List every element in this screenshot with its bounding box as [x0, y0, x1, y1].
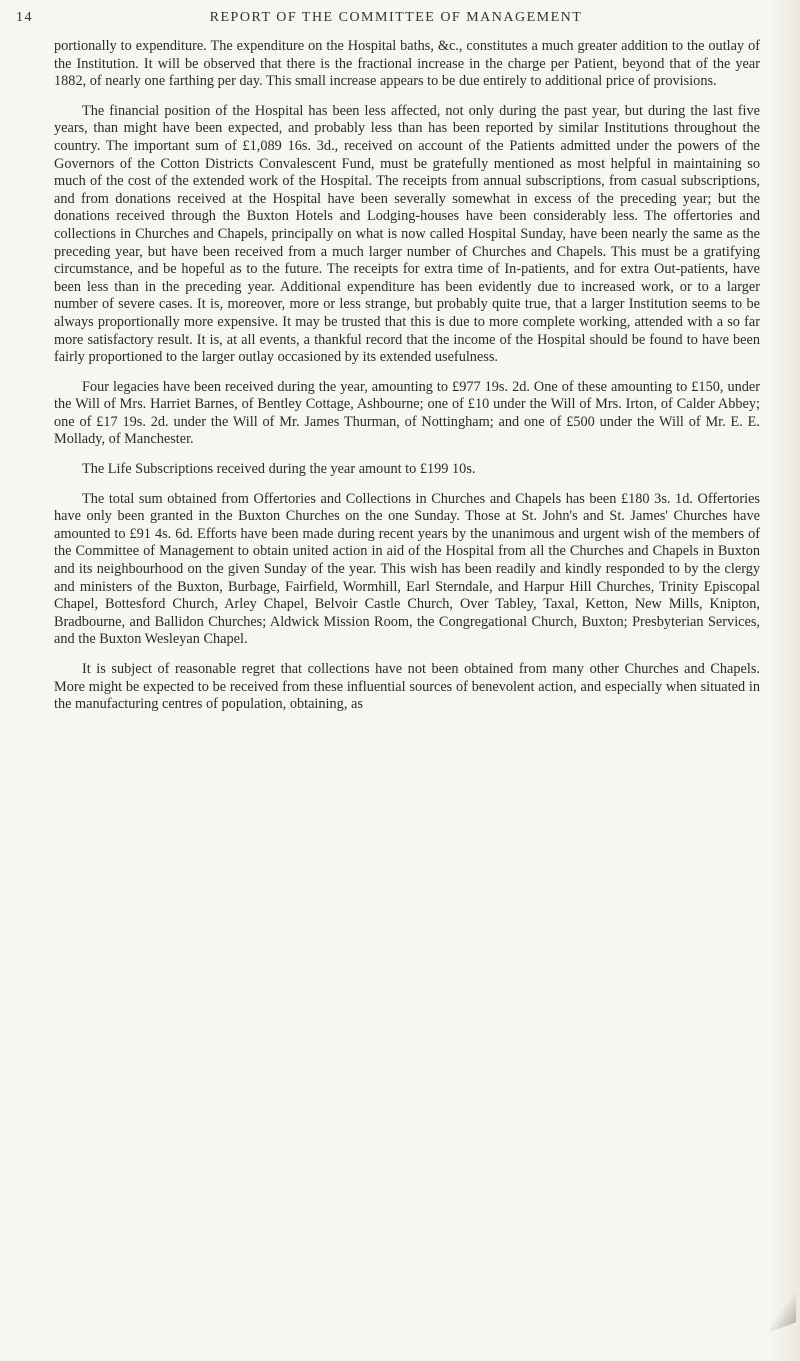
paragraph-continuation: portionally to expenditure. The expenditure on the Hospital baths, &c., constitutes a much greater addition to the outlay of the Institution. It will be observed that there is the fractional increase in the charge per Patient, beyond that of the year 1882, of nearly one farthing per day. This small increase appears to be due entirely to additional price of provisions. [54, 38, 760, 90]
paragraph-legacies: Four legacies have been received during the year, amounting to £977 19s. 2d. One of these amounting to £150, under the Will of Mrs. Harriet Barnes, of Bentley Cottage, Ashbourne; one of £10 under the Will of Mrs. Irton, of Calder Abbey; one of £17 19s. 2d. under the Will of Mr. James Thurman, of Nottingham; and one of £500 under the Will of Mr. E. E. Mollady, of Manchester. [54, 378, 760, 448]
paragraph-financial-position: The financial position of the Hospital has been less affected, not only during the past year, but during the last five years, than might have been expected, and probably less than has been reported by similar Institutions throughout the country. The important sum of £1,089 16s. 3d., received on account of the Patients admitted under the powers of the Governors of the Cotton Districts Convalescent Fund, must be gratefully mentioned as most helpful in maintaining so much of the cost of the extended work of the Hospital. The receipts from annual subscriptions, from casual subscriptions, and from donations received at the Hospital have been severally somewhat in excess of the preceding year; but the donations received through the Buxton Hotels and Lodging-houses have been considerably less. The offertories and collections in Churches and Chapels, principally on what is now called Hospital Sunday, have been nearly the same as the preceding year, but have been received from a much larger number of Churches and Chapels. This must be a gratifying circumstance, and be hopeful as to the future. The receipts for extra time of In-patients, and for extra Out-patients, have been less than in the preceding year. Additional expenditure has been evidently due to increased work, or to a larger number of severe cases. It is, moreover, more or less strange, but probably quite true, that a larger Institution seems to be always proportionally more expensive. It may be trusted that this is due to more complete working, attended with a so far more satisfactory result. It is, at all events, a thankful record that the income of the Hospital should be found to have been fairly proportioned to the larger outlay occasioned by its extended usefulness. [54, 102, 760, 366]
body-text [54, 38, 760, 726]
running-title: REPORT OF THE COMMITTEE OF MANAGEMENT [209, 10, 583, 25]
paragraph-collections-regret: It is subject of reasonable regret that collections have not been obtained from many other Churches and Chapels. More might be expected to be received from these influential sources of benevolent action, and especially when situated in the manufacturing centres of population, obtaining, as [54, 661, 760, 713]
page-number: 14 [16, 10, 33, 25]
page-header [16, 6, 764, 32]
paragraph-life-subscriptions: The Life Subscriptions received during the year amount to £199 10s. [82, 461, 476, 478]
paragraph-offertories: The total sum obtained from Offertories and Collections in Churches and Chapels has been £180 3s. 1d. Offertories have only been granted in the Buxton Churches on the one Sunday. Those at St. John's and St. James' Churches have amounted to £91 4s. 6d. Efforts have been made during recent years by the unanimous and urgent wish of the members of the Committee of Management to obtain united action in aid of the Hospital from all the Churches and Chapels in Buxton and its neighbourhood on the given Sunday of the year. This wish has been readily and kindly responded to by the clergy and ministers of the Buxton, Burbage, Fairfield, Wormhill, Earl Sterndale, and Harpur Hill Churches, Trinity Episcopal Chapel, Bottesford Church, Arley Chapel, Belvoir Castle Church, Over Tabley, Taxal, Ketton, New Mills, Knipton, Bradbourne, and Ballidon Churches; Aldwick Mission Room, the Congregational Church, Buxton; Presbyterian Services, and the Buxton Wesleyan Chapel. [54, 490, 760, 648]
page-edge-shadow [770, 0, 800, 1361]
